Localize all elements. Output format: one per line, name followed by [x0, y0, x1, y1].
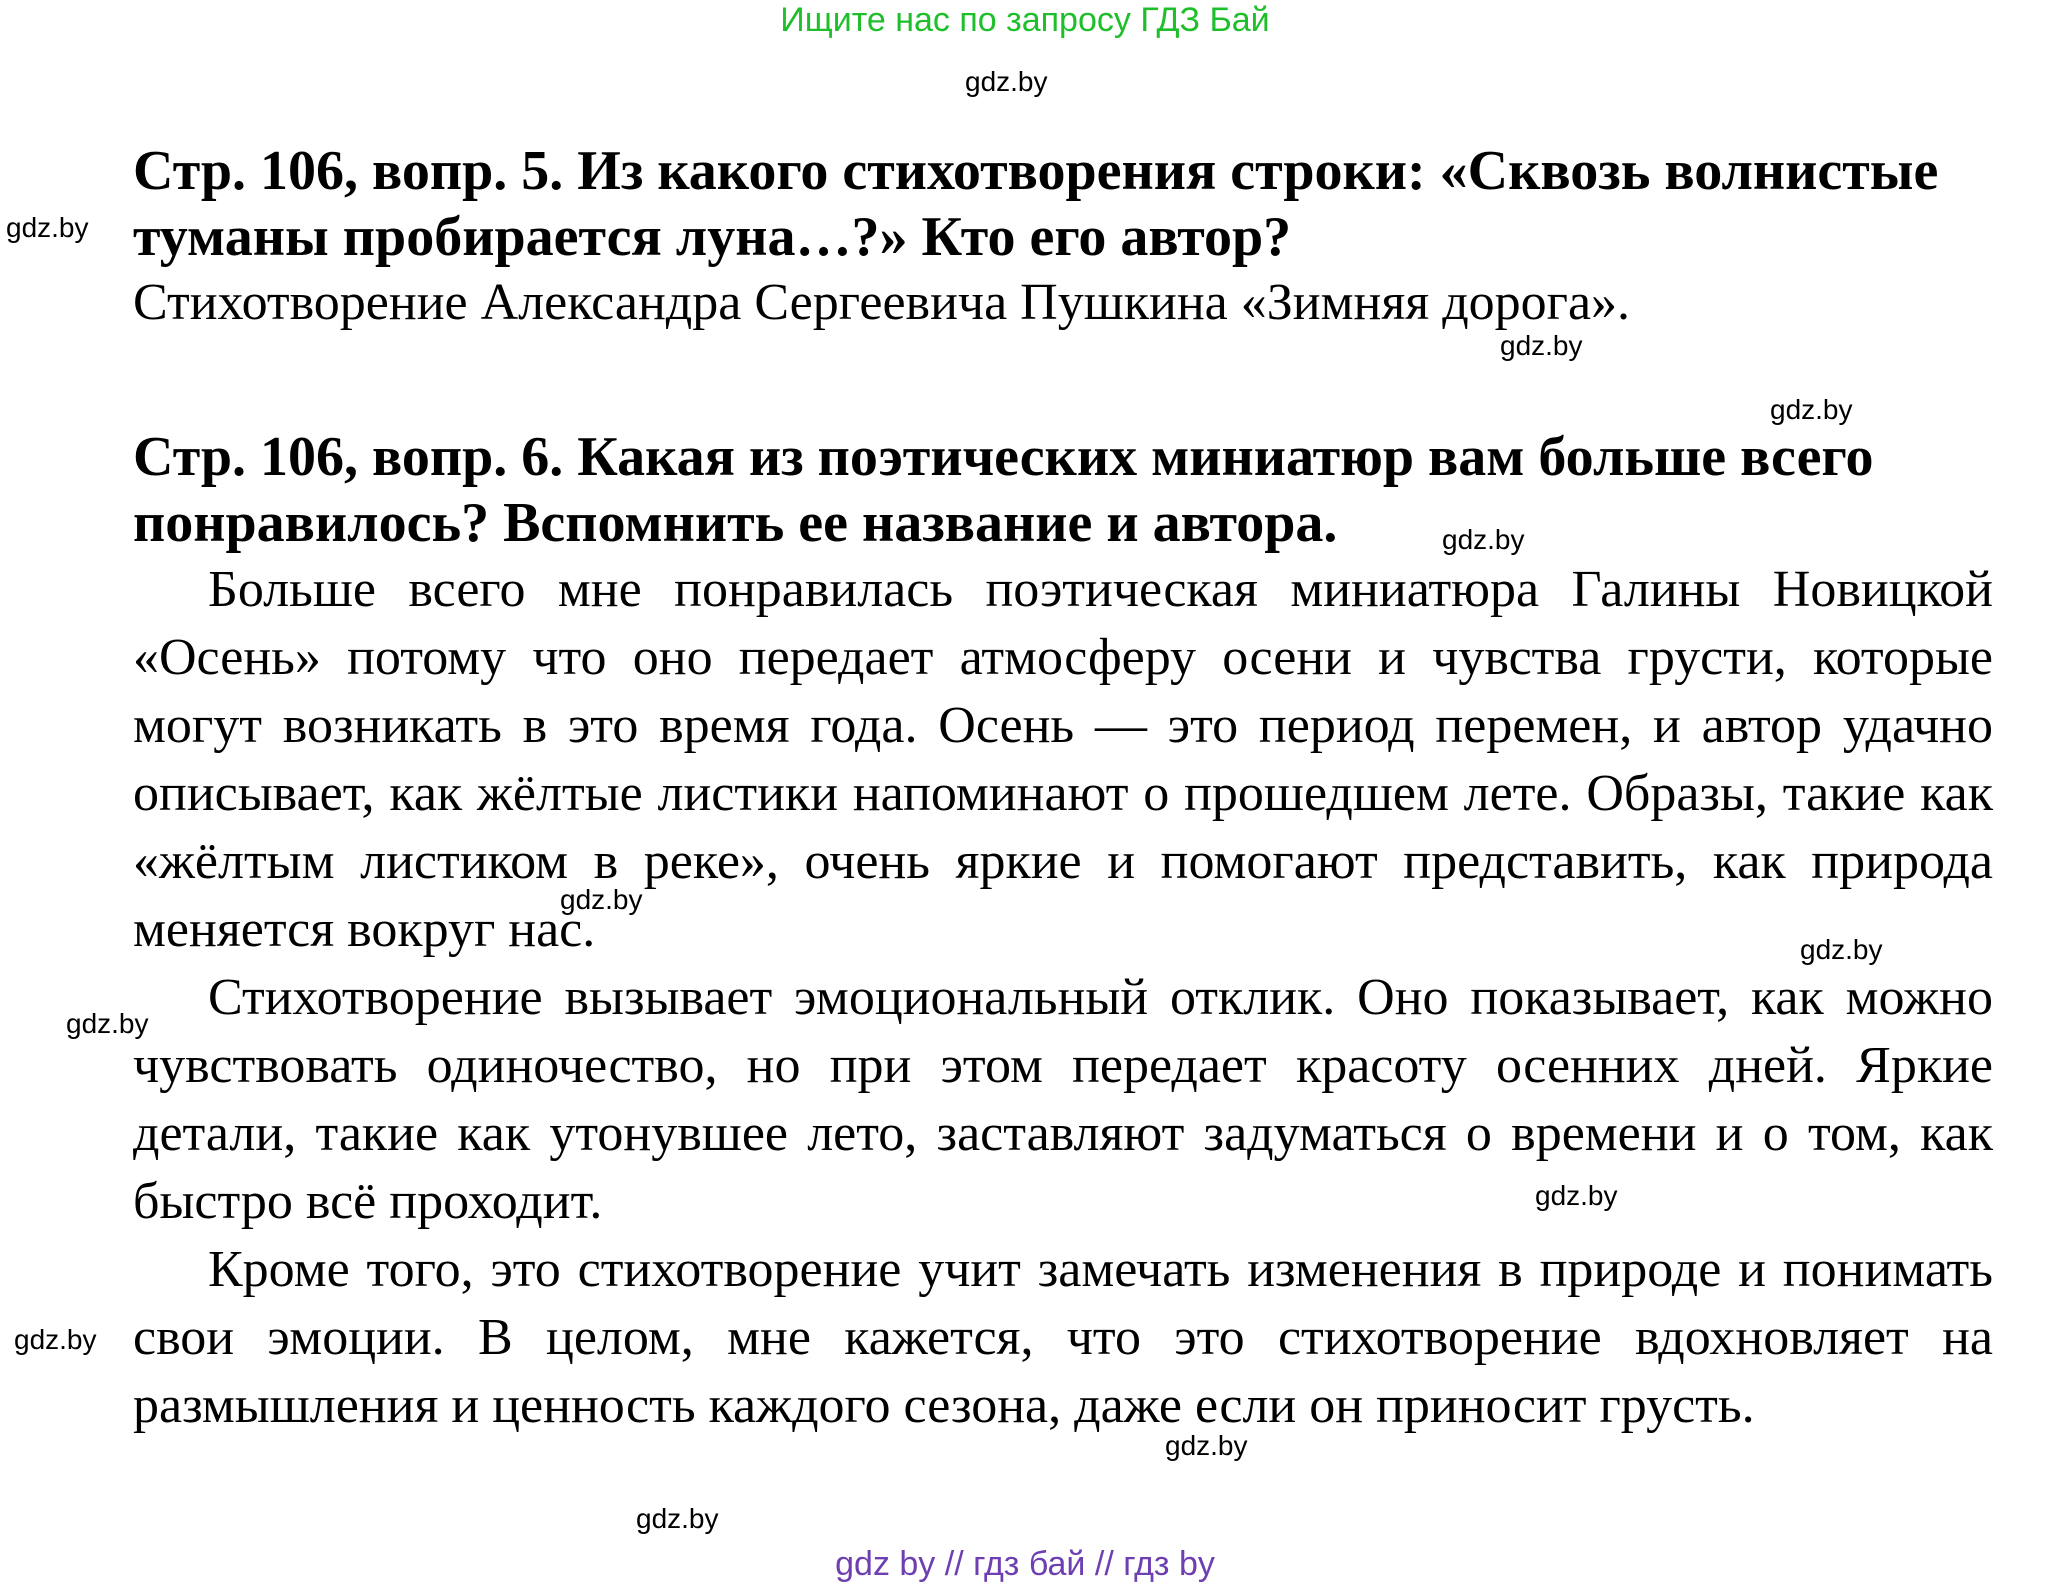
question-6-heading: Стр. 106, вопр. 6. Какая из поэтических миниатюр вам больше всего понравилось? Вспомнить ее название и автора. — [133, 426, 1874, 554]
watermark: gdz.by — [66, 1008, 149, 1039]
watermark: gdz.by — [1165, 1430, 1248, 1461]
watermark: gdz.by — [1500, 330, 1583, 361]
question-6-block — [133, 424, 1993, 1440]
question-6-paragraph: Кроме того, это стихотворение учит замечать изменения в природе и понимать свои эмоции. В целом, мне кажется, что это стихотворение вдохновляет на размышления и ценность каждого сезона, даже если он приносит грусть. — [133, 1241, 1993, 1434]
watermark: gdz.by — [560, 884, 643, 915]
watermark: gdz.by — [1442, 524, 1525, 555]
question-6-paragraph: Стихотворение вызывает эмоциональный отклик. Оно показывает, как можно чувствовать одиночество, но при этом передает красоту осенних дней. Яркие детали, такие как утонувшее лето, заставляют задуматься о времени и о том, как быстро всё проходит. — [133, 969, 1993, 1230]
watermark: gdz.by — [636, 1503, 719, 1534]
footer-links: gdz by // гдз бай // гдз by — [835, 1545, 1215, 1583]
search-banner: Ищите нас по запросу ГДЗ Бай — [780, 1, 1270, 39]
watermark: gdz.by — [965, 66, 1048, 97]
watermark: gdz.by — [1535, 1180, 1618, 1211]
watermark: gdz.by — [14, 1324, 97, 1355]
question-5-block — [133, 138, 1993, 336]
watermark: gdz.by — [1770, 394, 1853, 425]
question-5-answer: Стихотворение Александра Сергеевича Пушкина «Зимняя дорога». — [133, 274, 1631, 331]
watermark: gdz.by — [6, 212, 89, 243]
question-5-heading: Стр. 106, вопр. 5. Из какого стихотворения строки: «Сквозь волнистые туманы пробирается луна…?» Кто его автор? — [133, 140, 1939, 268]
question-6-paragraph: Больше всего мне понравилась поэтическая миниатюра Галины Новицкой «Осень» потому что оно передает атмосферу осени и чувства грусти, которые могут возникать в это время года. Осень — это период перемен, и автор удачно описывает, как жёлтые листики напоминают о прошедшем лете. Образы, такие как «жёлтым листиком в реке», очень яркие и помогают представить, как природа меняется вокруг нас. — [133, 561, 1993, 958]
watermark: gdz.by — [1800, 934, 1883, 965]
